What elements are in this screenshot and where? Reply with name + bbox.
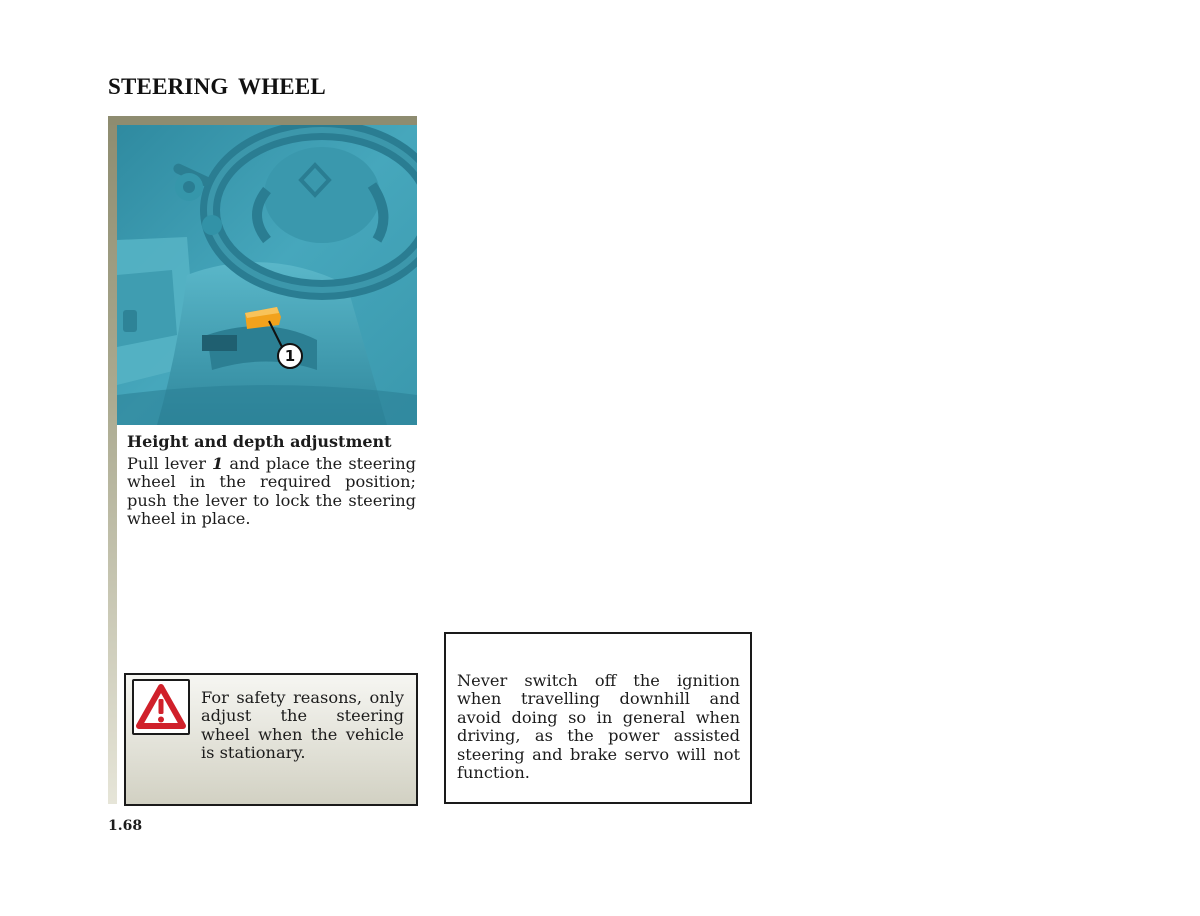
ignition-note-box — [444, 632, 752, 804]
section-top-bar — [108, 116, 417, 125]
section-side-bar — [108, 116, 117, 804]
ignition-note-text: Never switch off the ignition when travelling downhill and avoid doing so in general when driving, as the power assisted steering and brake servo will not function. — [457, 671, 740, 783]
steering-column-photo — [117, 125, 417, 425]
instruction-text-end: and place the steering wheel in the required position; push the lever to lock the steering wheel in place. — [127, 454, 416, 529]
page-title: STEERING WHEEL — [108, 74, 326, 99]
page-number: 1.68 — [108, 818, 143, 834]
safety-warning-text: For safety reasons, only adjust the steering wheel when the vehicle is stationary. — [201, 688, 404, 763]
instruction-text-start: Pull lever — [127, 454, 213, 473]
section-heading: Height and depth adjustment — [127, 432, 392, 451]
safety-warning-box — [124, 673, 418, 806]
callout-1 — [277, 343, 303, 369]
warning-triangle-icon — [132, 679, 190, 735]
callout-label: 1 — [284, 347, 296, 365]
lever-reference: 1 — [212, 454, 224, 473]
adjustment-instructions — [127, 455, 416, 529]
